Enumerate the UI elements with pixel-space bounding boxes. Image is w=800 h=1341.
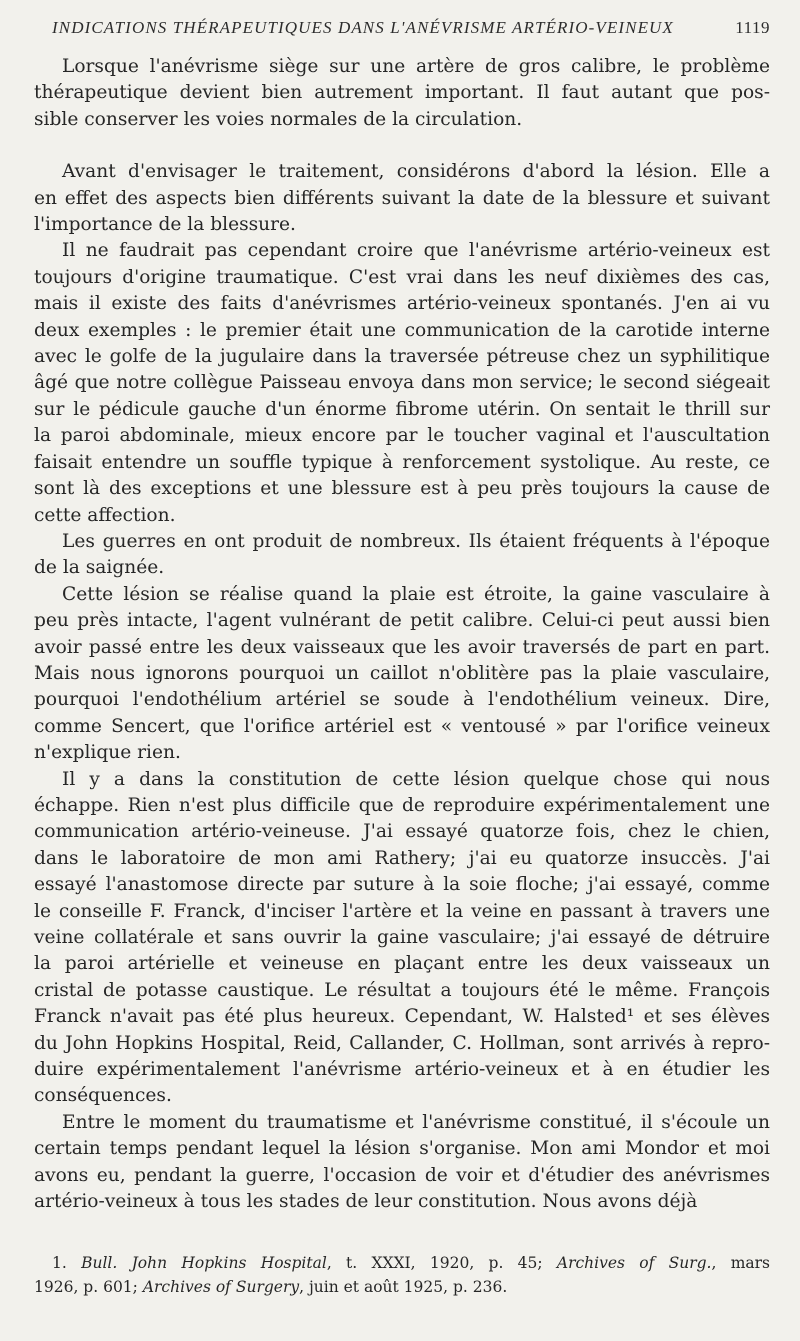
paragraph [34, 767, 770, 1110]
text-line: la paroi artérielle et veineuse en plaçant entre les deux vaisseaux un [34, 953, 770, 975]
text-line: mais il existe des faits d'anévrismes artério-veineux spontanés. J'en ai vu [34, 293, 770, 315]
paragraph [34, 1110, 770, 1216]
text-line: duire expérimentalement l'anévrisme artério-veineux et à en étudier les [34, 1059, 770, 1081]
text-line: thérapeutique devient bien autrement important. Il faut autant que pos- [34, 82, 770, 104]
text-line: en effet des aspects bien différents suivant la date de la blessure et suivant [34, 187, 770, 209]
text-line: Avant d'envisager le traitement, considérons d'abord la lésion. Elle a [62, 161, 770, 183]
text-line: faisait entendre un souffle typique à renforcement systolique. Au reste, ce [34, 451, 770, 473]
text-line: Entre le moment du traumatisme et l'anévrisme constitué, il s'écoule un [62, 1111, 770, 1133]
text-line: âgé que notre collègue Paisseau envoya dans mon service; le second siégeait [34, 372, 770, 394]
text-line: sont là des exceptions et une blessure est à peu près toujours la cause de [34, 478, 770, 500]
text-line: peu près intacte, l'agent vulnérant de petit calibre. Celui-ci peut aussi bien [34, 610, 770, 632]
text-line: le conseille F. Franck, d'inciser l'artère et la veine en passant à travers une [34, 900, 770, 922]
text-line: avec le golfe de la jugulaire dans la traversée pétreuse chez un syphilitique [34, 346, 770, 368]
running-header [34, 18, 770, 38]
text-line: certain temps pendant lequel la lésion s'organise. Mon ami Mondor et moi [34, 1138, 770, 1160]
text-line: deux exemples : le premier était une communication de la carotide interne [34, 319, 770, 341]
paragraph [34, 54, 770, 133]
text-line: dans le laboratoire de mon ami Rathery; j'ai eu quatorze insuccès. J'ai [34, 847, 770, 869]
paragraph [34, 238, 770, 528]
text-line: Il ne faudrait pas cependant croire que l'anévrisme artério-veineux est [62, 240, 770, 262]
text-line: Cette lésion se réalise quand la plaie est étroite, la gaine vasculaire à [62, 583, 770, 605]
paragraph [34, 529, 770, 582]
text-line: artério-veineux à tous les stades de leur constitution. Nous avons déjà [34, 1191, 698, 1213]
paragraph [34, 582, 770, 767]
text-line: Franck n'avait pas été plus heureux. Cependant, W. Halsted¹ et ses élèves [34, 1006, 770, 1028]
text-line: avoir passé entre les deux vaisseaux que les avoir traversés de part en part. [34, 636, 770, 658]
text-line: sur le pédicule gauche d'un énorme fibrome utérin. On sentait le thrill sur [34, 398, 770, 420]
text-line: comme Sencert, que l'orifice artériel est « ventousé » par l'orifice veineux [34, 715, 770, 737]
text-line: sible conserver les voies normales de la circulation. [34, 108, 523, 130]
text-line: de la saignée. [34, 557, 165, 579]
journal-title: Archives of Surgery [142, 1278, 300, 1297]
journal-title: Archives of Surg. [556, 1254, 712, 1273]
text-line: la paroi abdominale, mieux encore par le toucher vaginal et l'auscultation [34, 425, 770, 447]
text-line: l'importance de la blessure. [34, 214, 296, 236]
text-line: Mais nous ignorons pourquoi un caillot n'oblitère pas la plaie vasculaire, [34, 662, 770, 684]
text-line: échappe. Rien n'est plus difficile que de reproduire expérimentalement une [34, 794, 770, 816]
body-text [34, 54, 770, 1215]
text-line: cette affection. [34, 504, 176, 526]
text-line: Lorsque l'anévrisme siège sur une artère de gros calibre, le problème [62, 56, 770, 77]
paragraph [34, 159, 770, 238]
text-line: Il y a dans la constitution de cette lésion quelque chose qui nous [62, 768, 770, 790]
text-line: essayé l'anastomose directe par suture à la soie floche; j'ai essayé, comme [34, 874, 770, 896]
journal-title: Bull. John Hopkins Hospital [81, 1254, 327, 1273]
footnote [34, 1251, 770, 1299]
running-title: INDICATIONS THÉRAPEUTIQUES DANS L'ANÉVRISME ARTÉRIO-VEINEUX [52, 18, 674, 37]
text-line: conséquences. [34, 1085, 172, 1107]
text-line: toujours d'origine traumatique. C'est vrai dans les neuf dixièmes des cas, [34, 266, 770, 288]
paragraph-gap [34, 133, 770, 159]
text-line: n'explique rien. [34, 742, 181, 764]
text-line: pourquoi l'endothélium artériel se soude à l'endothélium veineux. Dire, [34, 689, 770, 711]
text-line: cristal de potasse caustique. Le résultat a toujours été le même. François [34, 979, 770, 1001]
text-line: Les guerres en ont produit de nombreux. Ils étaient fréquents à l'époque [62, 530, 770, 552]
text-line: du John Hopkins Hospital, Reid, Callander, C. Hollman, sont arrivés à repro- [34, 1032, 770, 1054]
page-number: 1119 [735, 18, 770, 37]
text-line: veine collatérale et sans ouvrir la gaine vasculaire; j'ai essayé de détruire [34, 927, 770, 948]
text-line: communication artério-veineuse. J'ai essayé quatorze fois, chez le chien, [34, 821, 770, 843]
footnote-line: 1926, p. 601; Archives of Surgery, juin et août 1925, p. 236. [34, 1278, 508, 1297]
footnote-line: 1. Bull. John Hopkins Hospital, t. XXXI, 1920, p. 45; Archives of Surg., mars [52, 1254, 770, 1273]
text-line: avons eu, pendant la guerre, l'occasion de voir et d'étudier des anévrismes [34, 1164, 770, 1186]
